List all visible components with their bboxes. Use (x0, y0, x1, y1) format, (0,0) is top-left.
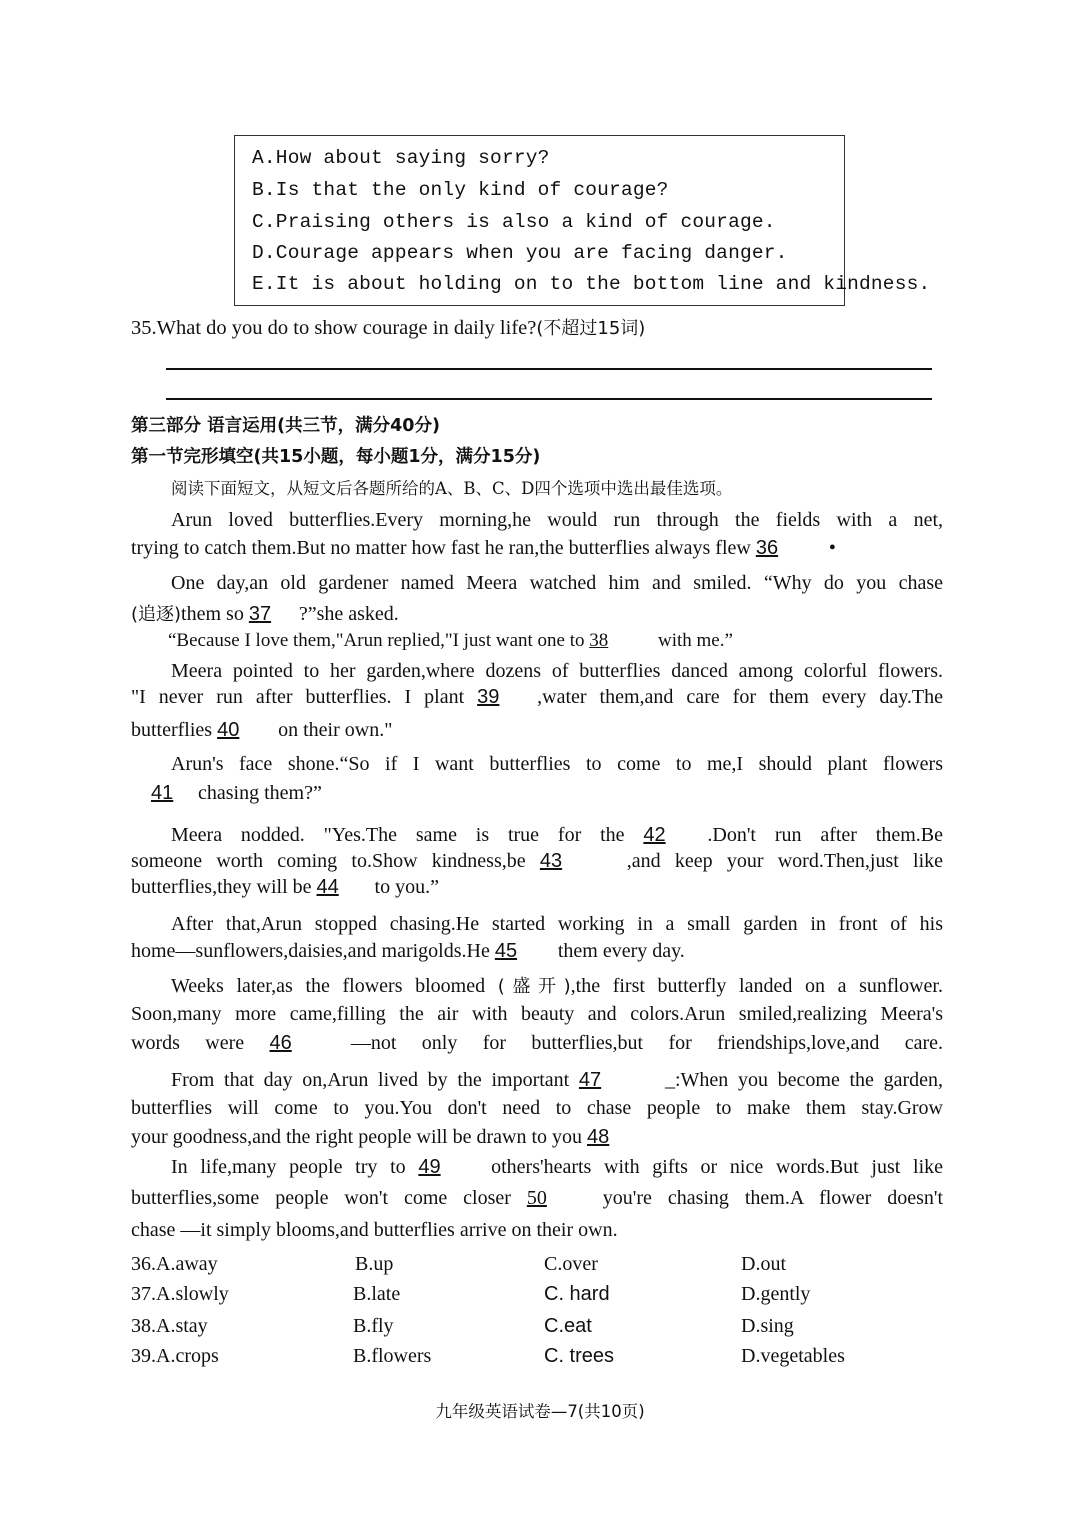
passage-line (151, 782, 322, 805)
passage-line: Soon,many more came,filling the air with beauty and colors.Arun smiled,realizing Meera's (131, 1003, 943, 1025)
choice-36-c: C.over (544, 1253, 598, 1275)
passage-line (131, 876, 439, 899)
choice-37-d: D.gently (741, 1283, 811, 1305)
passage-line (131, 1126, 649, 1149)
passage-line (131, 1187, 943, 1210)
passage-line (131, 850, 943, 873)
passage-text: home—sunflowers,daisies,and marigolds.He (131, 940, 490, 962)
passage-text: ,and keep your word.Then,just like (626, 850, 944, 872)
passage-text: you're chasing them.A flower doesn't (602, 1187, 944, 1209)
passage-text: —not only for butterflies,but for friendships,love,and care. (350, 1032, 943, 1054)
choice-38-d: D.sing (741, 1315, 794, 1337)
option-d: D.Courage appears when you are facing danger. (252, 242, 788, 264)
blank-48: 48 (587, 1126, 610, 1148)
option-a: A.How about saying sorry? (252, 147, 550, 169)
passage-text: In life,many people try to (171, 1156, 406, 1178)
passage-line (168, 630, 733, 652)
passage-text: chasing them?” (198, 782, 322, 804)
blank-47: 47 (578, 1069, 602, 1091)
passage-line (131, 940, 685, 963)
question-35-text: 35.What do you do to show courage in daily life? (131, 317, 537, 339)
blank-36: 36 (755, 537, 779, 559)
passage-text: (盛开) (497, 976, 571, 997)
blank-42: 42 (643, 824, 666, 846)
passage-text: to you.” (374, 876, 439, 898)
choice-39-a: 39.A.crops (131, 1345, 219, 1367)
instruction: 阅读下面短文，从短文后各题所给的A、B、C、D四个选项中选出最佳选项。 (171, 479, 733, 498)
option-e: E.It is about holding on to the bottom line and kindness. (252, 273, 931, 295)
passage-line: trying to catch them.But no matter how fast he ran,the butterflies always flew 36 • (131, 537, 836, 559)
passage-text: with me.” (658, 630, 733, 651)
answer-line-1 (166, 368, 932, 370)
passage-line: Meera pointed to her garden,where dozens of butterflies danced among colorful flowers. (171, 660, 943, 682)
passage-text: on their own." (278, 719, 393, 741)
passage-text: others'hearts with gifts or nice words.But just like (491, 1156, 944, 1178)
blank-38: 38 (589, 630, 609, 651)
passage-text: "I never run after butterflies. I plant (131, 686, 465, 708)
option-b: B.Is that the only kind of courage? (252, 179, 669, 201)
choice-39-d: D.vegetables (741, 1345, 845, 1367)
blank-46: 46 (269, 1032, 292, 1054)
answer-line-2 (166, 398, 932, 400)
passage-line: butterflies will come to you.You don't need to chase people to make them stay.Grow (131, 1097, 943, 1119)
passage-line (131, 600, 399, 626)
choice-37-c: C. hard (544, 1283, 610, 1305)
blank-44: 44 (316, 876, 339, 898)
passage-line: After that,Arun stopped chasing.He started working in a small garden in front of his (171, 913, 943, 935)
passage-line (131, 1032, 943, 1055)
passage-line (131, 1156, 943, 1179)
choice-36-d: D.out (741, 1253, 786, 1275)
blank-50: 50 (526, 1187, 547, 1209)
blank-41: 41 (151, 782, 174, 804)
passage-line: One day,an old gardener named Meera watched him and smiled. “Why do you chase (171, 572, 943, 594)
passage-text: butterflies (131, 719, 213, 741)
question-35 (131, 314, 645, 340)
passage-text: Meera nodded. "Yes.The same is true for the (171, 824, 625, 846)
passage-text: your goodness,and the right people will be drawn to you (131, 1126, 583, 1148)
blank-37: 37 (248, 603, 272, 625)
choice-36-b: B.up (355, 1253, 394, 1275)
section1-heading: 第一节完形填空(共15小题，每小题1分，满分15分) (131, 447, 541, 467)
page-footer: 九年级英语试卷—7(共10页) (435, 1402, 645, 1421)
passage-text: Weeks later,as the flowers bloomed (171, 975, 486, 997)
choice-39-c: C. trees (544, 1345, 615, 1367)
blank-40: 40 (217, 719, 240, 741)
part3-heading: 第三部分 语言运用(共三节，满分40分) (131, 416, 440, 436)
passage-text: butterflies,they will be (131, 876, 312, 898)
choice-36-a: 36.A.away (131, 1253, 218, 1275)
passage-text: words were (131, 1032, 245, 1054)
passage-line (131, 972, 943, 998)
passage-line: chase —it simply blooms,and butterflies arrive on their own. (131, 1219, 618, 1241)
passage-text: ,water them,and care for them every day.The (537, 686, 944, 708)
passage-text: _:When you become the garden, (664, 1069, 944, 1091)
passage-text: From that day on,Arun lived by the important (171, 1069, 570, 1091)
passage-text: them so (181, 603, 244, 625)
blank-45: 45 (494, 940, 518, 962)
passage-text: someone worth coming to.Show kindness,be (131, 850, 526, 872)
passage-text: ,the first butterfly landed on a sunflower. (570, 975, 943, 997)
choice-38-c: C.eat (544, 1315, 592, 1337)
passage-text: them every day. (557, 940, 685, 962)
choice-37-a: 37.A.slowly (131, 1283, 229, 1305)
passage-text: ?”she asked. (298, 603, 399, 625)
passage-text: “Because I love them,"Arun replied,"I just want one to (168, 630, 585, 651)
choice-38-a: 38.A.stay (131, 1315, 208, 1337)
blank-49: 49 (418, 1156, 441, 1178)
passage-text: .Don't run after them.Be (707, 824, 944, 846)
passage-line (131, 686, 943, 709)
choice-39-b: B.flowers (353, 1345, 432, 1367)
passage-text: butterflies,some people won't come closer (131, 1187, 511, 1209)
passage-line: Arun loved butterflies.Every morning,he would run through the fields with a net, (171, 509, 943, 531)
blank-39: 39 (477, 686, 500, 708)
choice-37-b: B.late (353, 1283, 401, 1305)
passage-line (131, 1069, 943, 1092)
passage-line (131, 719, 392, 742)
blank-43: 43 (539, 850, 563, 872)
choice-38-b: B.fly (353, 1315, 394, 1337)
question-35-note: (不超过15词) (536, 318, 646, 339)
passage-line: Arun's face shone.“So if I want butterflies to come to me,I should plant flowers (171, 753, 943, 775)
option-c: C.Praising others is also a kind of courage. (252, 211, 776, 233)
passage-text: trying to catch them.But no matter how fast he ran,the butterflies always flew (131, 537, 751, 559)
passage-text: (追逐) (131, 604, 182, 625)
passage-line (131, 824, 943, 847)
